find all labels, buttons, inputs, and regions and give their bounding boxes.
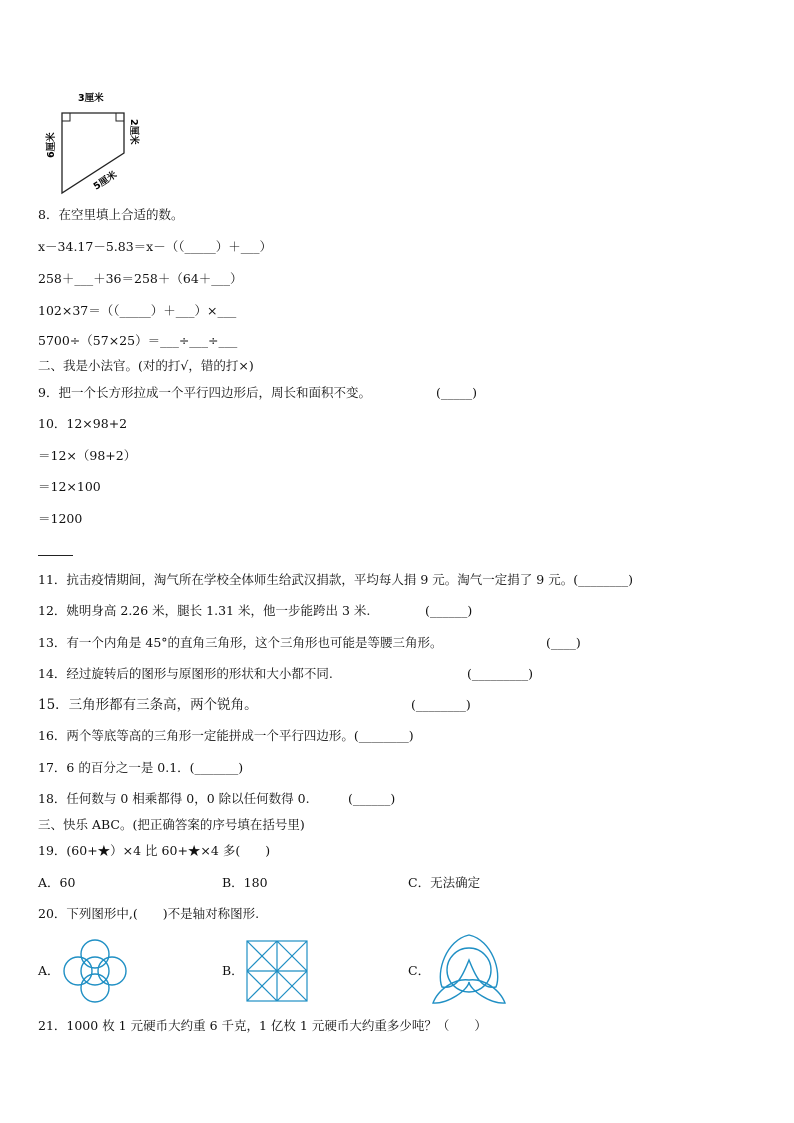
label-top: 3厘米	[78, 93, 104, 104]
section3-heading: 三、快乐 ABC。(把正确答案的序号填在括号里)	[38, 817, 305, 832]
q8-line4: 5700÷（57×25）＝___÷___÷___	[38, 333, 238, 348]
q8-title: 8．在空里填上合适的数。	[38, 207, 184, 222]
label-bottom: 5厘米	[91, 169, 120, 193]
q8-line1: x－34.17－5.83＝x－（（_____）＋___）	[38, 239, 272, 254]
q13-answer-paren: (____)	[546, 635, 581, 650]
q9-text: 9．把一个长方形拉成一个平行四边形后，周长和面积不变。	[38, 385, 371, 400]
trapezoid-figure	[38, 86, 148, 196]
q14-answer-paren: (_________)	[467, 666, 534, 681]
four-petal-flower-figure	[60, 937, 130, 1005]
q19-option-c: C．无法确定	[408, 875, 481, 890]
q8-line2: 258＋___＋36＝258＋（64＋___）	[38, 271, 243, 286]
q17-text: 17．6 的百分之一是 0.1．(_______)	[38, 760, 244, 775]
triquetra-circle-figure	[428, 932, 510, 1008]
q15-text: 15．三角形都有三条高，两个锐角。	[38, 697, 258, 713]
q19-option-a: A．60	[38, 875, 76, 890]
q11-text: 11．抗击疫情期间，淘气所在学校全体师生给武汉捐款，平均每人捐 9 元。淘气一定捐了 9 元。(________)	[38, 572, 633, 587]
q12-text: 12．姚明身高 2.26 米，腿长 1.31 米，他一步能跨出 3 米.	[38, 603, 371, 618]
q8-line3: 102×37＝（（_____）＋___）×___	[38, 303, 237, 318]
label-left: 6厘米	[46, 132, 57, 158]
q20-option-b-label: B．	[222, 963, 244, 978]
q9-answer-paren: (_____)	[436, 385, 478, 400]
q13-text: 13．有一个内角是 45°的直角三角形，这个三角形也可能是等腰三角形。	[38, 635, 443, 650]
q19-text: 19．(60+★）×4 比 60+★×4 多( )	[38, 843, 271, 858]
q18-text: 18．任何数与 0 相乘都得 0，0 除以任何数得 0.	[38, 791, 310, 806]
q10-line2: ＝12×（98+2）	[38, 448, 137, 463]
q10-line3: ＝12×100	[38, 479, 101, 494]
q16-text: 16．两个等底等高的三角形一定能拼成一个平行四边形。(________)	[38, 728, 414, 743]
q14-text: 14．经过旋转后的图形与原图形的形状和大小都不同.	[38, 666, 333, 681]
q15-answer-paren: (________)	[411, 697, 471, 712]
q10-line4: ＝1200	[38, 511, 83, 526]
q20-option-a-label: A．	[38, 963, 60, 978]
q10-answer-blank	[38, 555, 73, 556]
q10-line1: 10．12×98+2	[38, 416, 128, 431]
q21-text: 21．1000 枚 1 元硬币大约重 6 千克，1 亿枚 1 元硬币大约重多少吨？（ ）	[38, 1018, 487, 1033]
q19-option-b: B．180	[222, 875, 268, 890]
pinwheel-figure	[245, 939, 309, 1003]
q18-answer-paren: (______)	[348, 791, 396, 806]
label-right: 2厘米	[128, 119, 139, 145]
q20-option-c-label: C．	[408, 963, 431, 978]
section2-heading: 二、我是小法官。(对的打√，错的打×)	[38, 358, 254, 373]
q20-text: 20．下列图形中,( )不是轴对称图形.	[38, 906, 260, 921]
q12-answer-paren: (______)	[425, 603, 473, 618]
